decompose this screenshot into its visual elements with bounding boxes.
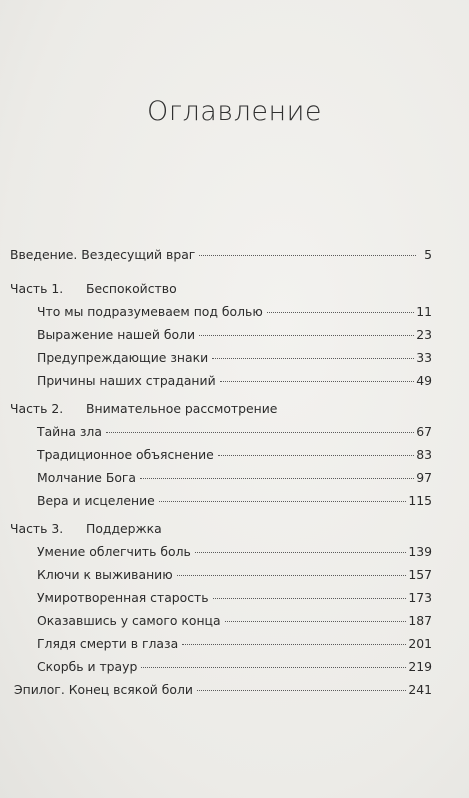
- toc-part-3: [10, 517, 432, 540]
- toc-page-number: 115: [408, 493, 432, 508]
- toc-page-number: 241: [408, 682, 432, 697]
- part-label: Часть 1.: [10, 281, 64, 296]
- toc-page-number: 97: [416, 470, 432, 485]
- toc-entry: [10, 346, 432, 369]
- toc-intro: [10, 243, 432, 266]
- toc-page-number: 67: [416, 424, 432, 439]
- toc-entry-label: Умиротворенная старость: [37, 590, 209, 605]
- toc-page-number: 5: [424, 247, 432, 262]
- table-of-contents: [10, 243, 432, 701]
- toc-entry-label: Введение. Вездесущий враг: [10, 247, 196, 262]
- toc-page-number: 157: [408, 567, 432, 582]
- toc-entry-label: Выражение нашей боли: [37, 327, 196, 342]
- toc-entry-label: Причины наших страданий: [37, 373, 216, 388]
- leader-dots: [220, 381, 415, 382]
- toc-entry-label: Тайна зла: [37, 424, 102, 439]
- leader-dots: [197, 690, 406, 691]
- leader-dots: [218, 455, 414, 456]
- toc-entry: [10, 369, 432, 392]
- toc-entry: [10, 420, 432, 443]
- toc-page-number: 187: [408, 613, 432, 628]
- toc-entry-label: Предупреждающие знаки: [37, 350, 209, 365]
- toc-part-1: [10, 277, 432, 300]
- toc-entry: [10, 489, 432, 512]
- toc-part-2: [10, 397, 432, 420]
- part-name: Внимательное рассмотрение: [86, 401, 278, 416]
- toc-entry: [10, 586, 432, 609]
- leader-dots: [199, 255, 416, 256]
- toc-entry-label: Вера и исцеление: [37, 493, 155, 508]
- leader-dots: [177, 575, 407, 576]
- leader-dots: [159, 501, 407, 502]
- toc-entry-label: Умение облегчить боль: [37, 544, 191, 559]
- leader-dots: [141, 667, 406, 668]
- toc-page-number: 139: [408, 544, 432, 559]
- toc-entry: [10, 632, 432, 655]
- leader-dots: [212, 358, 414, 359]
- leader-dots: [225, 621, 407, 622]
- leader-dots: [195, 552, 407, 553]
- toc-page-number: 83: [416, 447, 432, 462]
- toc-entry-label: Молчание Бога: [37, 470, 137, 485]
- toc-entry: [10, 609, 432, 632]
- leader-dots: [213, 598, 407, 599]
- toc-entry-label: Ключи к выживанию: [37, 567, 173, 582]
- leader-dots: [140, 478, 414, 479]
- toc-entry: [10, 655, 432, 678]
- toc-page-number: 33: [416, 350, 432, 365]
- toc-entry: [10, 443, 432, 466]
- part-label: Часть 2.: [10, 401, 64, 416]
- toc-entry-label: Скорбь и траур: [37, 659, 138, 674]
- toc-page-number: 201: [408, 636, 432, 651]
- toc-page-number: 23: [416, 327, 432, 342]
- toc-entry: [10, 466, 432, 489]
- toc-entry: [10, 540, 432, 563]
- leader-dots: [182, 644, 406, 645]
- toc-epilogue: [14, 678, 432, 701]
- part-name: Поддержка: [86, 521, 162, 536]
- toc-page-number: 219: [408, 659, 432, 674]
- page-title: Оглавление: [146, 96, 323, 127]
- leader-dots: [267, 312, 414, 313]
- toc-page-number: 11: [416, 304, 432, 319]
- toc-page-number: 49: [416, 373, 432, 388]
- leader-dots: [106, 432, 414, 433]
- toc-entry: [10, 323, 432, 346]
- toc-entry-label: Что мы подразумеваем под болью: [37, 304, 263, 319]
- toc-entry: [10, 300, 432, 323]
- toc-entry-label: Традиционное объяснение: [37, 447, 214, 462]
- part-name: Беспокойство: [86, 281, 177, 296]
- toc-page-number: 173: [408, 590, 432, 605]
- toc-entry-label: Оказавшись у самого конца: [37, 613, 221, 628]
- part-label: Часть 3.: [10, 521, 64, 536]
- leader-dots: [199, 335, 414, 336]
- toc-entry-label: Глядя смерти в глаза: [37, 636, 179, 651]
- toc-entry: [10, 563, 432, 586]
- toc-entry-label: Эпилог. Конец всякой боли: [14, 682, 193, 697]
